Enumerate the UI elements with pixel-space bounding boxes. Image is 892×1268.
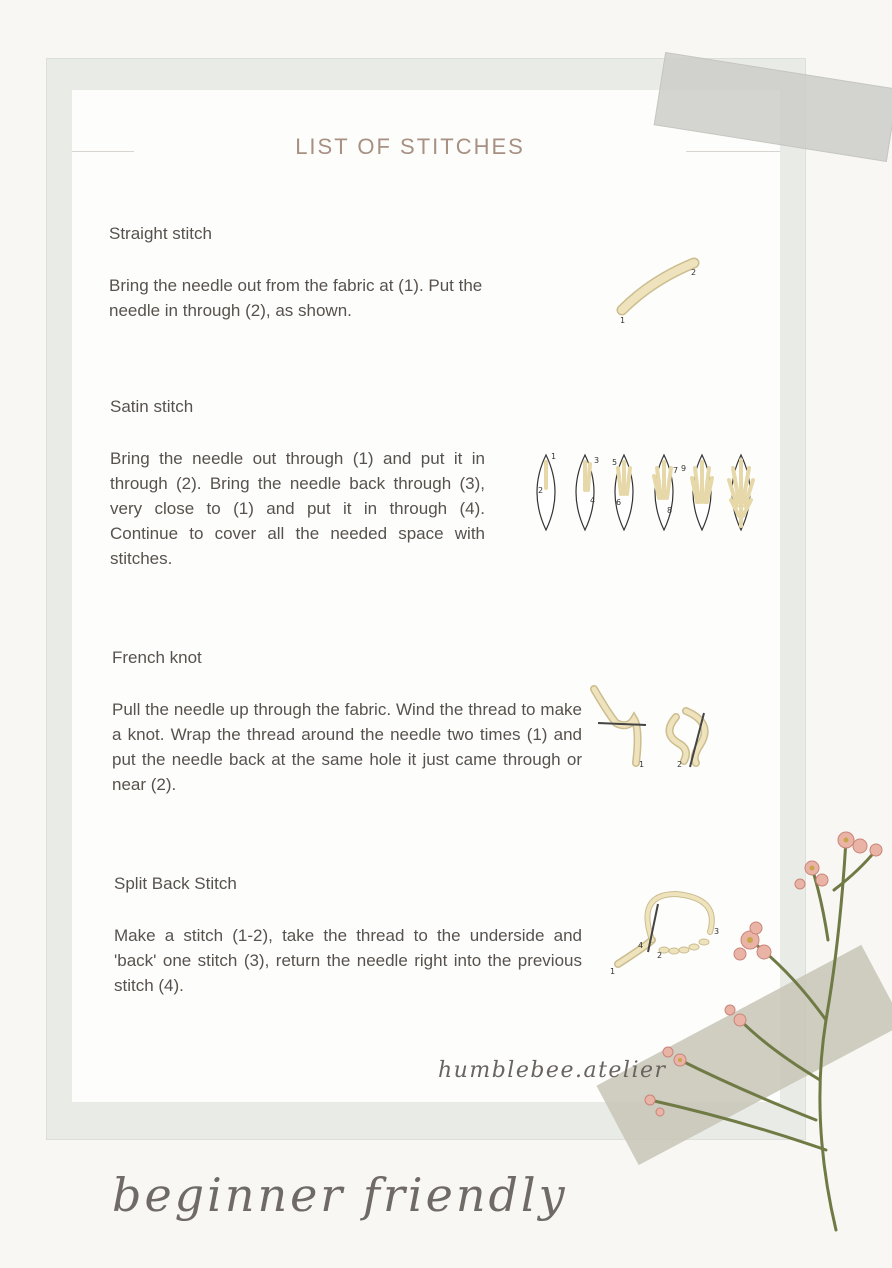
satin-label-4: 4 — [590, 496, 596, 505]
split-back-stitch-title: Split Back Stitch — [114, 874, 237, 893]
straight-label-2: 2 — [691, 268, 697, 277]
french-knot-title: French knot — [112, 648, 202, 667]
page-title: LIST OF STITCHES — [295, 134, 525, 159]
satin-stitch-title: Satin stitch — [110, 397, 194, 416]
satin-stitch-description: Bring the needle out through (1) and put it in through (2). Bring the needle back through (3), very close to (1) and put it in through (4). Continue to cover all the needed space with stitches. — [110, 449, 485, 568]
french-knot-diagram — [588, 683, 728, 771]
tagline: beginner friendly — [112, 1168, 568, 1222]
split-label-1: 1 — [610, 967, 616, 976]
straight-stitch-title: Straight stitch — [109, 224, 212, 243]
satin-label-3: 3 — [594, 456, 600, 465]
split-label-2: 2 — [657, 951, 663, 960]
satin-stitch-diagram — [526, 450, 762, 536]
satin-label-7: 7 — [673, 466, 679, 475]
french-label-1: 1 — [639, 760, 645, 769]
french-knot-description: Pull the needle up through the fabric. Wind the thread to make a knot. Wrap the thread around the needle two times (1) and put the needle back at the same hole it just came through or near (2). — [112, 700, 582, 794]
satin-label-8: 8 — [667, 506, 673, 515]
split-label-3: 3 — [714, 927, 720, 936]
satin-label-2: 2 — [538, 486, 544, 495]
split-label-4: 4 — [638, 941, 644, 950]
satin-label-9: 9 — [681, 464, 687, 473]
satin-label-5: 5 — [612, 458, 618, 467]
brand-signature: humblebee.atelier — [438, 1058, 667, 1083]
straight-stitch-description: Bring the needle out from the fabric at (1). Put the needle in through (2), as shown. — [109, 276, 483, 320]
satin-label-1: 1 — [551, 452, 557, 461]
straight-stitch-diagram — [612, 255, 702, 327]
pressed-flower-icon — [590, 820, 892, 1240]
french-label-2: 2 — [677, 760, 683, 769]
split-back-stitch-description: Make a stitch (1-2), take the thread to the underside and 'back' one stitch (3), return the needle right into the previous stitch (4). — [114, 926, 582, 995]
satin-label-6: 6 — [616, 498, 622, 507]
straight-label-1: 1 — [620, 316, 626, 325]
